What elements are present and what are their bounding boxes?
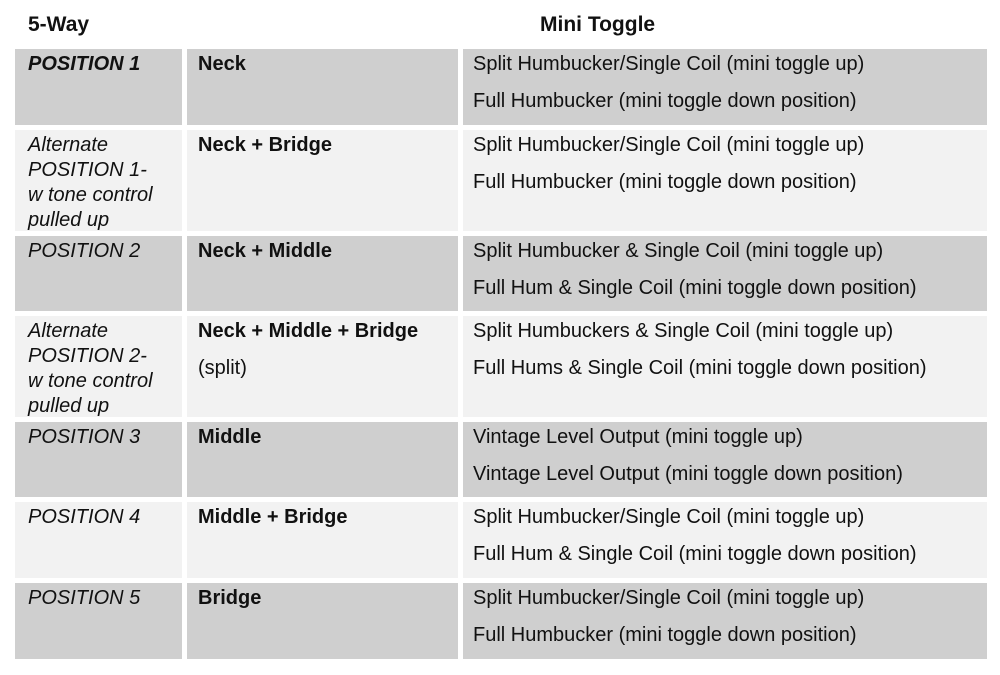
position-cell [15, 130, 182, 231]
pickup-label: Middle + Bridge [198, 506, 348, 528]
pickup-note: (split) [198, 357, 247, 379]
mini-toggle-cell [463, 502, 987, 578]
pickup-cell [187, 49, 458, 125]
position-line: w tone control [28, 184, 153, 206]
mini-toggle-up-text: Split Humbucker/Single Coil (mini toggle up) [473, 506, 865, 528]
position-line: pulled up [28, 395, 110, 417]
table-row-position-1 [15, 49, 987, 125]
mini-toggle-down-text: Full Hum & Single Coil (mini toggle down position) [473, 543, 917, 565]
table-row-alternate-position-2 [15, 316, 987, 417]
pickup-cell [187, 316, 458, 417]
mini-toggle-cell [463, 422, 987, 497]
mini-toggle-cell [463, 236, 987, 311]
table-row-position-5 [15, 583, 987, 659]
table-row-position-4 [15, 502, 987, 578]
pickup-label: Neck + Bridge [198, 134, 332, 156]
mini-toggle-down-text: Full Humbucker (mini toggle down position) [473, 90, 857, 112]
position-cell: POSITION 4 [15, 502, 182, 578]
mini-toggle-up-text: Split Humbuckers & Single Coil (mini toggle up) [473, 320, 894, 342]
mini-toggle-down-text: Full Hums & Single Coil (mini toggle down position) [473, 357, 927, 379]
mini-toggle-up-text: Split Humbucker/Single Coil (mini toggle up) [473, 134, 865, 156]
mini-toggle-cell [463, 130, 987, 231]
mini-toggle-down-text: Full Humbucker (mini toggle down position) [473, 171, 857, 193]
table-row-position-2 [15, 236, 987, 311]
pickup-label: Bridge [198, 587, 262, 609]
mini-toggle-cell [463, 316, 987, 417]
header-mini-toggle: Mini Toggle [540, 13, 656, 36]
mini-toggle-down-text: Full Humbucker (mini toggle down position) [473, 624, 857, 646]
table-row-alternate-position-1 [15, 130, 987, 231]
position-cell: POSITION 5 [15, 583, 182, 659]
position-line: Alternate [28, 134, 109, 156]
pickup-label: Middle [198, 426, 262, 448]
header-five-way: 5-Way [28, 13, 90, 36]
position-line: Alternate [28, 320, 109, 342]
pickup-label: Neck + Middle + Bridge [198, 320, 419, 342]
pickup-label: Neck [198, 53, 246, 75]
position-cell: POSITION 3 [15, 422, 182, 497]
pickup-label: Neck + Middle [198, 240, 332, 262]
pickup-cell [187, 422, 458, 497]
mini-toggle-down-text: Vintage Level Output (mini toggle down position) [473, 463, 903, 485]
table-row-position-3 [15, 422, 987, 497]
position-cell: POSITION 2 [15, 236, 182, 311]
position-line: POSITION 1- [28, 159, 147, 181]
mini-toggle-up-text: Split Humbucker & Single Coil (mini toggle up) [473, 240, 884, 262]
mini-toggle-down-text: Full Hum & Single Coil (mini toggle down position) [473, 277, 917, 299]
mini-toggle-up-text: Split Humbucker/Single Coil (mini toggle up) [473, 587, 865, 609]
mini-toggle-up-text: Split Humbucker/Single Coil (mini toggle up) [473, 53, 865, 75]
position-cell: POSITION 1 [15, 49, 182, 125]
position-line: w tone control [28, 370, 153, 392]
pickup-cell [187, 583, 458, 659]
mini-toggle-cell [463, 583, 987, 659]
pickup-cell [187, 502, 458, 578]
position-cell [15, 316, 182, 417]
position-line: POSITION 2- [28, 345, 147, 367]
position-line: pulled up [28, 209, 110, 231]
mini-toggle-up-text: Vintage Level Output (mini toggle up) [473, 426, 803, 448]
pickup-cell [187, 130, 458, 231]
mini-toggle-cell [463, 49, 987, 125]
pickup-cell [187, 236, 458, 311]
